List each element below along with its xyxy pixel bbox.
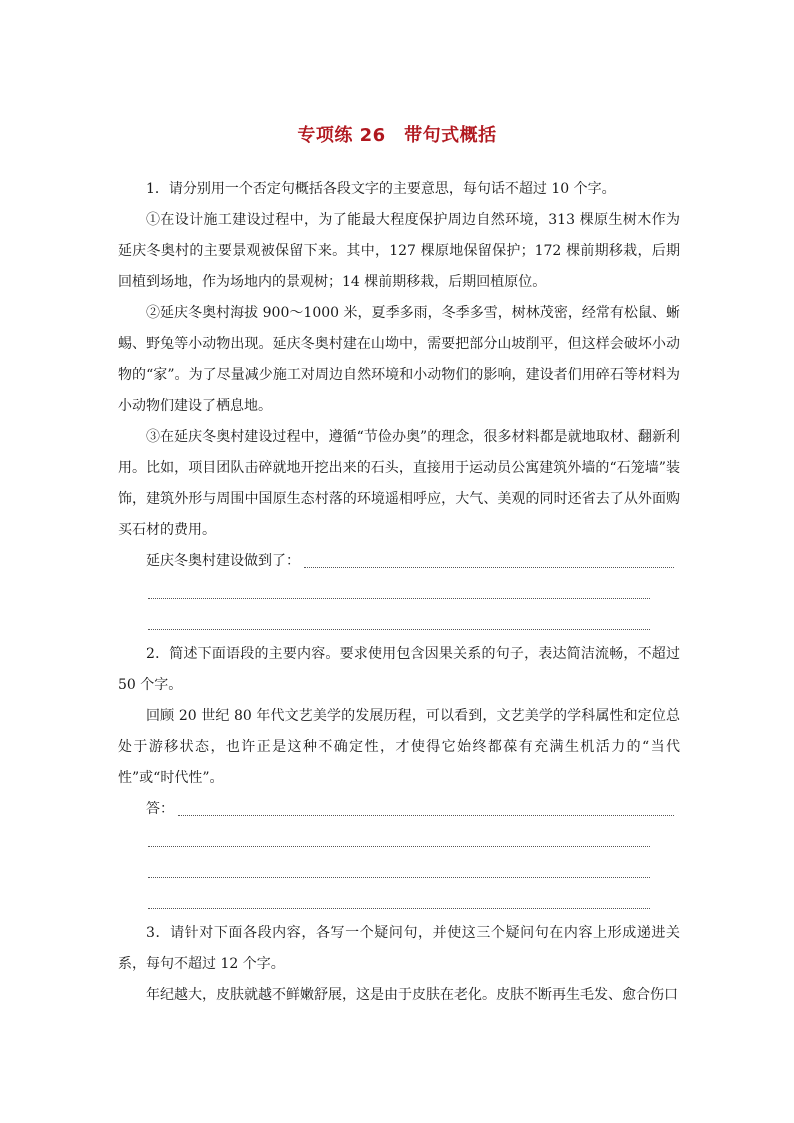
question-1-answer-line[interactable] xyxy=(118,546,680,577)
question-2-prompt: 2．简述下面语段的主要内容。要求使用包含因果关系的句子，表达简洁流畅，不超过 50 个字。 xyxy=(118,646,680,693)
question-2-answer-blank-4[interactable] xyxy=(118,887,680,918)
answer-blank[interactable] xyxy=(304,567,674,568)
question-2-answer-blank-3[interactable] xyxy=(118,856,680,887)
answer-blank[interactable] xyxy=(148,908,650,909)
answer-blank[interactable] xyxy=(148,598,650,599)
answer-blank[interactable] xyxy=(148,877,650,878)
answer-blank[interactable] xyxy=(178,815,674,816)
question-1-paragraph-3: ③在延庆冬奥村建设过程中，遵循“节俭办奥”的理念，很多材料都是就地取材、翻新利用。比如，项目团队击碎就地开挖出来的石头，直接用于运动员公寓建筑外墙的“石笼墙”装饰，建筑外形与周围中国原生态村落的环境遥相呼应，大气、美观的同时还省去了从外面购买石材的费用。 xyxy=(118,429,680,538)
question-1-paragraph-1: ①在设计施工建设过程中，为了能最大程度保护周边自然环境，313 棵原生树木作为延庆冬奥村的主要景观被保留下来。其中，127 棵原地保留保护；172 棵前期移栽，后期回植到场地，作为场地内的景观树；14 棵前期移栽，后期回植原位。 xyxy=(118,212,680,290)
question-2-answer-blank-2[interactable] xyxy=(118,825,680,856)
question-1-answer-blank-3[interactable] xyxy=(118,608,680,639)
answer-blank[interactable] xyxy=(148,846,650,847)
question-3-paragraph: 年纪越大，皮肤就越不鲜嫩舒展，这是由于皮肤在老化。皮肤不断再生毛发、愈合伤口 xyxy=(146,987,678,1003)
question-2-answer-label: 答： xyxy=(146,801,174,817)
question-2-answer-line[interactable] xyxy=(118,794,680,825)
page-title: 专项练 26 带句式概括 xyxy=(297,125,497,146)
question-3-prompt: 3．请针对下面各段内容，各写一个疑问句，并使这三个疑问句在内容上形成递进关系，每句不超过 12 个字。 xyxy=(118,925,680,972)
question-1-paragraph-2: ②延庆冬奥村海拔 900～1000 米，夏季多雨，冬季多雪，树林茂密，经常有松鼠、蜥蜴、野兔等小动物出现。延庆冬奥村建在山坳中，需要把部分山坡削平，但这样会破坏小动物的“家”。为了尽量减少施工对周边自然环境和小动物们的影响，建设者们用碎石等材料为小动物们建设了栖息地。 xyxy=(118,305,680,414)
question-1-answer-label: 延庆冬奥村建设做到了： xyxy=(146,553,300,569)
question-2-paragraph: 回顾 20 世纪 80 年代文艺美学的发展历程，可以看到，文艺美学的学科属性和定位总处于游移状态，也许正是这种不确定性，才使得它始终都葆有充满生机活力的“当代性”或“时代性”。 xyxy=(118,708,680,786)
answer-blank[interactable] xyxy=(148,629,650,630)
question-1-answer-blank-2[interactable] xyxy=(118,577,680,608)
document-body xyxy=(118,174,680,1011)
question-1-prompt: 1．请分别用一个否定句概括各段文字的主要意思，每句话不超过 10 个字。 xyxy=(146,181,616,197)
